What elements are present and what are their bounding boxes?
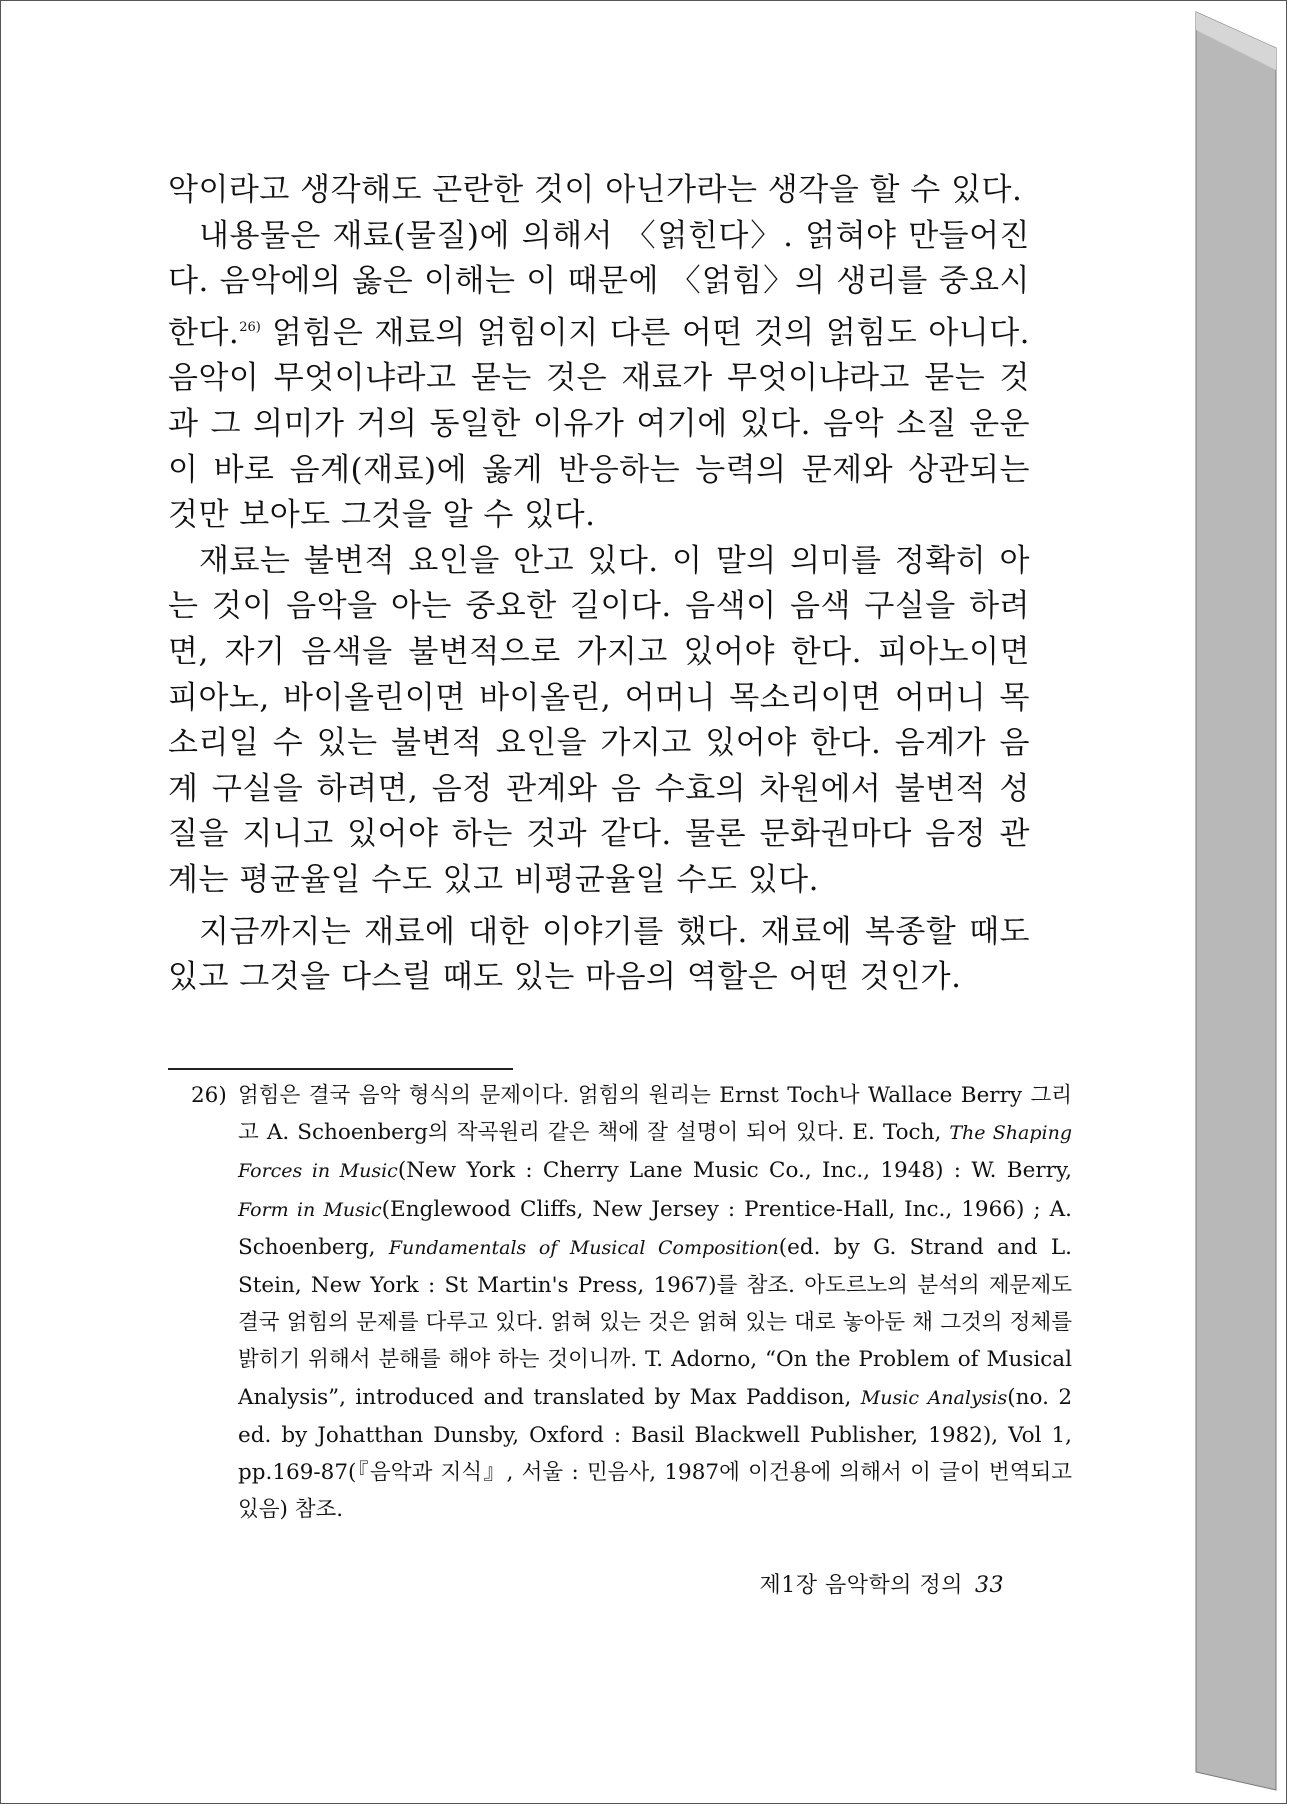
footnote-26	[191, 1077, 1072, 1528]
footnote-text-5: (no. 2 ed. by Johatthan Dunsby, Oxford : Basil Blackwell Publisher, 1982), Vol 1, pp.169-87(『음악과 지식』, 서울 : 민음사, 1987에 이건용에 의해서 이 글이 번역되고 있음) 참조.	[238, 1384, 1073, 1523]
paragraph-2-text-b: 얽힘은 재료의 얽힘이지 다른 어떤 것의 얽힘도 아니다. 음악이 무엇이냐라고 묻는 것은 재료가 무엇이냐라고 묻는 것과 그 의미가 거의 동일한 이유가 여기에 있다. 음악 소질 운운이 바로 음계(재료)에 옳게 반응하는 능력의 문제와 상관되는 것만 보아도 그것을 알 수 있다.	[168, 314, 1030, 534]
paragraph-3: 재료는 불변적 요인을 안고 있다. 이 말의 의미를 정확히 아는 것이 음악을 아는 중요한 길이다. 음색이 음색 구실을 하려면, 자기 음색을 불변적으로 가지고 있어야 한다. 피아노이면 피아노, 바이올린이면 바이올린, 어머니 목소리이면 어머니 목소리일 수 있는 불변적 요인을 가지고 있어야 한다. 음계가 음계 구실을 하려면, 음정 관계와 음 수효의 차원에서 불변적 성질을 지니고 있어야 하는 것과 같다. 물론 문화권마다 음정 관계는 평균율일 수도 있고 비평균율일 수도 있다.	[168, 542, 1030, 898]
footnote-title-4: Music Analysis	[860, 1386, 1008, 1409]
footnote-text-4: (ed. by G. Strand and L. Stein, New York : St Martin's Press, 1967)를 참조. 아도르노의 분석의 제문제도 결국 얽힘의 문제를 다루고 있다. 얽혀 있는 것은 얽혀 있는 대로 놓아둔 채 그것의 정체를 밝히기 위해서 분해를 해야 하는 것이니까. T. Adorno, “On the Problem of Musical Analysis”, introduced and translated by Max Paddison,	[238, 1234, 1072, 1410]
paragraph-4: 지금까지는 재료에 대한 이야기를 했다. 재료에 복종할 때도 있고 그것을 다스릴 때도 있는 마음의 역할은 어떤 것인가.	[168, 913, 1030, 996]
running-footer	[744, 1568, 1004, 1599]
paragraph-2-text-a: 내용물은 재료(물질)에 의해서 〈얽힌다〉. 얽혀야 만들어진다. 음악에의 옳은 이해는 이 때문에 〈얽힘〉의 생리를 중요시한다.	[168, 217, 1030, 351]
footnote-text-2: (New York : Cherry Lane Music Co., Inc., 1948) : W. Berry,	[397, 1158, 1073, 1184]
body-text	[168, 168, 1030, 1001]
chapter-title: 제1장 음악학의 정의	[759, 1573, 963, 1598]
footnote-ref-26: 26)	[239, 319, 261, 335]
footnote-rule	[168, 1068, 513, 1070]
footnote-title-3: Fundamentals of Musical Composition	[388, 1236, 779, 1259]
footnote-title-1: The Shaping Forces in Music	[238, 1122, 1073, 1183]
footnote-text-3: (Englewood Cliffs, New Jersey : Prentice-Hall, Inc., 1966) ; A. Schoenberg,	[238, 1196, 1073, 1260]
footnote-number: 26)	[191, 1083, 227, 1108]
footnote-text-1: 얽힘은 결국 음악 형식의 문제이다. 얽힘의 원리는 Ernst Toch나 Wallace Berry 그리고 A. Schoenberg의 작곡원리 같은 책에 잘 설명이 되어 있다. E. Toch,	[238, 1083, 1072, 1146]
paragraph-2	[168, 214, 1030, 539]
paragraph-1: 악이라고 생각해도 곤란한 것이 아닌가라는 생각을 할 수 있다.	[168, 172, 1023, 208]
page-number: 33	[975, 1573, 1004, 1598]
footnote-title-2: Form in Music	[238, 1198, 382, 1221]
